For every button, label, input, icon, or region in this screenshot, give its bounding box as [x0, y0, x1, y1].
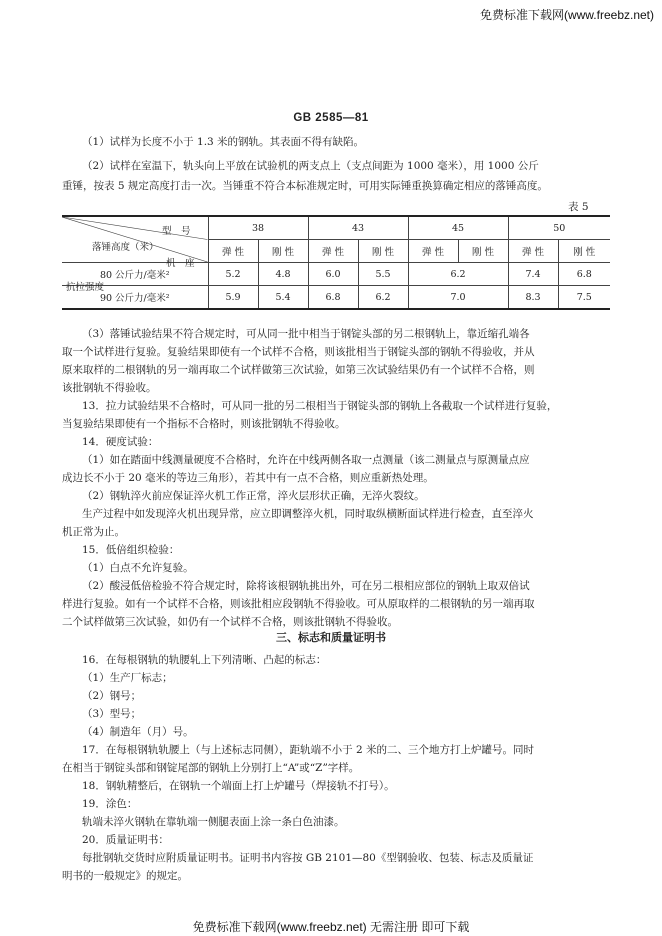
subcol-header: 刚 性 — [458, 240, 508, 263]
site-watermark-top: 免费标准下载网(www.freebz.net) — [479, 8, 654, 22]
cell: 6.0 — [308, 263, 358, 286]
subcol-header: 刚 性 — [258, 240, 308, 263]
paragraph-line: （2）试样在室温下，轨头向上平放在试验机的两支点上（支点间距为 1000 毫米），用 1000 公斤 — [82, 160, 539, 172]
paragraph-line: 原来取样的二根钢轨的另一端再取二个试样做第三次试验，如第三次试验结果仍有一个试样不合格，则 — [62, 364, 535, 376]
paragraph-line: 二个试样做第三次试验，如仍有一个试样不合格，则该批钢轨不得验收。 — [62, 616, 398, 628]
paragraph-line: （3）落锤试验结果不符合规定时，可从同一批中相当于钢锭头部的另二根钢轨上，靠近缩孔端各 — [82, 328, 530, 340]
cell: 4.8 — [258, 263, 308, 286]
cell: 5.9 — [208, 286, 258, 310]
cell: 6.2 — [408, 263, 508, 286]
paragraph-line: （3）型号； — [82, 708, 142, 720]
site-watermark-bottom: 免费标准下载网(www.freebz.net) 无需注册 即可下载 — [192, 920, 470, 934]
cell: 5.4 — [258, 286, 308, 310]
subcol-header: 弹 性 — [508, 240, 558, 263]
cell: 8.3 — [508, 286, 558, 310]
paragraph-line: （1）试样为长度不小于 1.3 米的钢轨。其表面不得有缺陷。 — [82, 136, 365, 148]
header-model-label: 型 号 — [162, 226, 191, 237]
header-strength-label: 抗拉强度 — [66, 282, 105, 293]
type-header: 38 — [208, 216, 308, 240]
paragraph-line: 每批钢轨交货时应附质量证明书。证明书内容按 GB 2101—80《型钢验收、包装、标志及质量证 — [82, 852, 534, 864]
type-header: 50 — [508, 216, 610, 240]
paragraph-line: 取一个试样进行复验。复验结果即使有一个试样不合格，则该批相当于钢锭头部的钢轨不得验收，并从 — [62, 346, 535, 358]
table-row — [62, 286, 610, 310]
row-label: 80 公斤力/毫米² — [62, 263, 208, 286]
paragraph-line: （1）生产厂标志； — [82, 672, 173, 684]
paragraph-line: 该批钢轨不得验收。 — [62, 382, 157, 394]
drop-test-table — [62, 215, 610, 310]
section-title: 三、标志和质量证明书 — [276, 632, 386, 644]
paragraph-line: （1）如在踏面中线测量硬度不合格时，允许在中线两侧各取一点测量（该二测量点与原测量点应 — [82, 454, 530, 466]
paragraph-line: 14．硬度试验： — [82, 436, 159, 448]
paragraph-line: 15．低倍组织检验： — [82, 544, 180, 556]
type-header: 45 — [408, 216, 508, 240]
paragraph-line: 16．在每根钢轨的轨腰轧上下列清晰、凸起的标志： — [82, 654, 327, 666]
paragraph-line: 明书的一般规定》的规定。 — [62, 870, 188, 882]
cell: 6.2 — [358, 286, 408, 310]
cell: 5.5 — [358, 263, 408, 286]
cell: 5.2 — [208, 263, 258, 286]
paragraph-line: 13．拉力试验结果不合格时，可从同一批的另二根相当于钢锭头部的钢轨上各截取一个试样进行复验， — [82, 400, 558, 412]
paragraph-line: 机正常为止。 — [62, 526, 125, 538]
paragraph-line: 17．在每根钢轨轨腰上（与上述标志同侧），距轨端不小于 2 米的二、三个地方打上炉罐号。同时 — [82, 744, 534, 756]
table-caption: 表 5 — [568, 201, 589, 213]
cell: 6.8 — [308, 286, 358, 310]
paragraph-line: （1）白点不允许复验。 — [82, 562, 194, 574]
standard-number: GB 2585—81 — [293, 112, 369, 124]
cell: 7.4 — [508, 263, 558, 286]
row-label: 90 公斤力/毫米² — [62, 286, 208, 310]
subcol-header: 弹 性 — [408, 240, 458, 263]
paragraph-line: 重锤，按表 5 规定高度打击一次。当锤重不符合本标准规定时，可用实际锤重换算确定相应的落锤高度。 — [62, 180, 548, 192]
subcol-header: 弹 性 — [308, 240, 358, 263]
paragraph-line: 当复验结果即使有一个指标不合格时，则该批钢轨不得验收。 — [62, 418, 346, 430]
header-height-label: 落锤高度（米） — [92, 242, 159, 253]
paragraph-line: 生产过程中如发现淬火机出现异常，应立即调整淬火机，同时取纵横断面试样进行检查，直至淬火 — [82, 508, 534, 520]
paragraph-line: （4）制造年（月）号。 — [82, 726, 194, 738]
paragraph-line: 19．涂色： — [82, 798, 138, 810]
paragraph-line: 20．质量证明书： — [82, 834, 169, 846]
paragraph-line: （2）钢号； — [82, 690, 142, 702]
table-row — [62, 263, 610, 286]
cell: 6.8 — [558, 263, 610, 286]
subcol-header: 弹 性 — [208, 240, 258, 263]
paragraph-line: 18．钢轨精整后，在钢轨一个端面上打上炉罐号（焊接轨不打号）。 — [82, 780, 395, 792]
paragraph-line: 轨端未淬火钢轨在靠轨端一侧腿表面上涂一条白色油漆。 — [82, 816, 345, 828]
header-machine-label: 机 座 — [166, 258, 195, 269]
type-header: 43 — [308, 216, 408, 240]
cell: 7.5 — [558, 286, 610, 310]
paragraph-line: 成边长不小于 20 毫米的等边三角形），若其中有一点不合格，则应重新热处理。 — [62, 472, 434, 484]
paragraph-line: （2）酸浸低倍检验不符合规定时，除将该根钢轨挑出外，可在另二根相应部位的钢轨上取双倍试 — [82, 580, 530, 592]
subcol-header: 刚 性 — [358, 240, 408, 263]
paragraph-line: （2）钢轨淬火前应保证淬火机工作正常，淬火层形状正确，无淬火裂纹。 — [82, 490, 425, 502]
paragraph-line: 在相当于钢锭头部和钢锭尾部的钢轨上分别打上“A”或“Z”字样。 — [62, 762, 360, 774]
subcol-header: 刚 性 — [558, 240, 610, 263]
paragraph-line: 样进行复验。如有一个试样不合格，则该批相应段钢轨不得验收。可从原取样的二根钢轨的另一端再取 — [62, 598, 535, 610]
cell: 7.0 — [408, 286, 508, 310]
